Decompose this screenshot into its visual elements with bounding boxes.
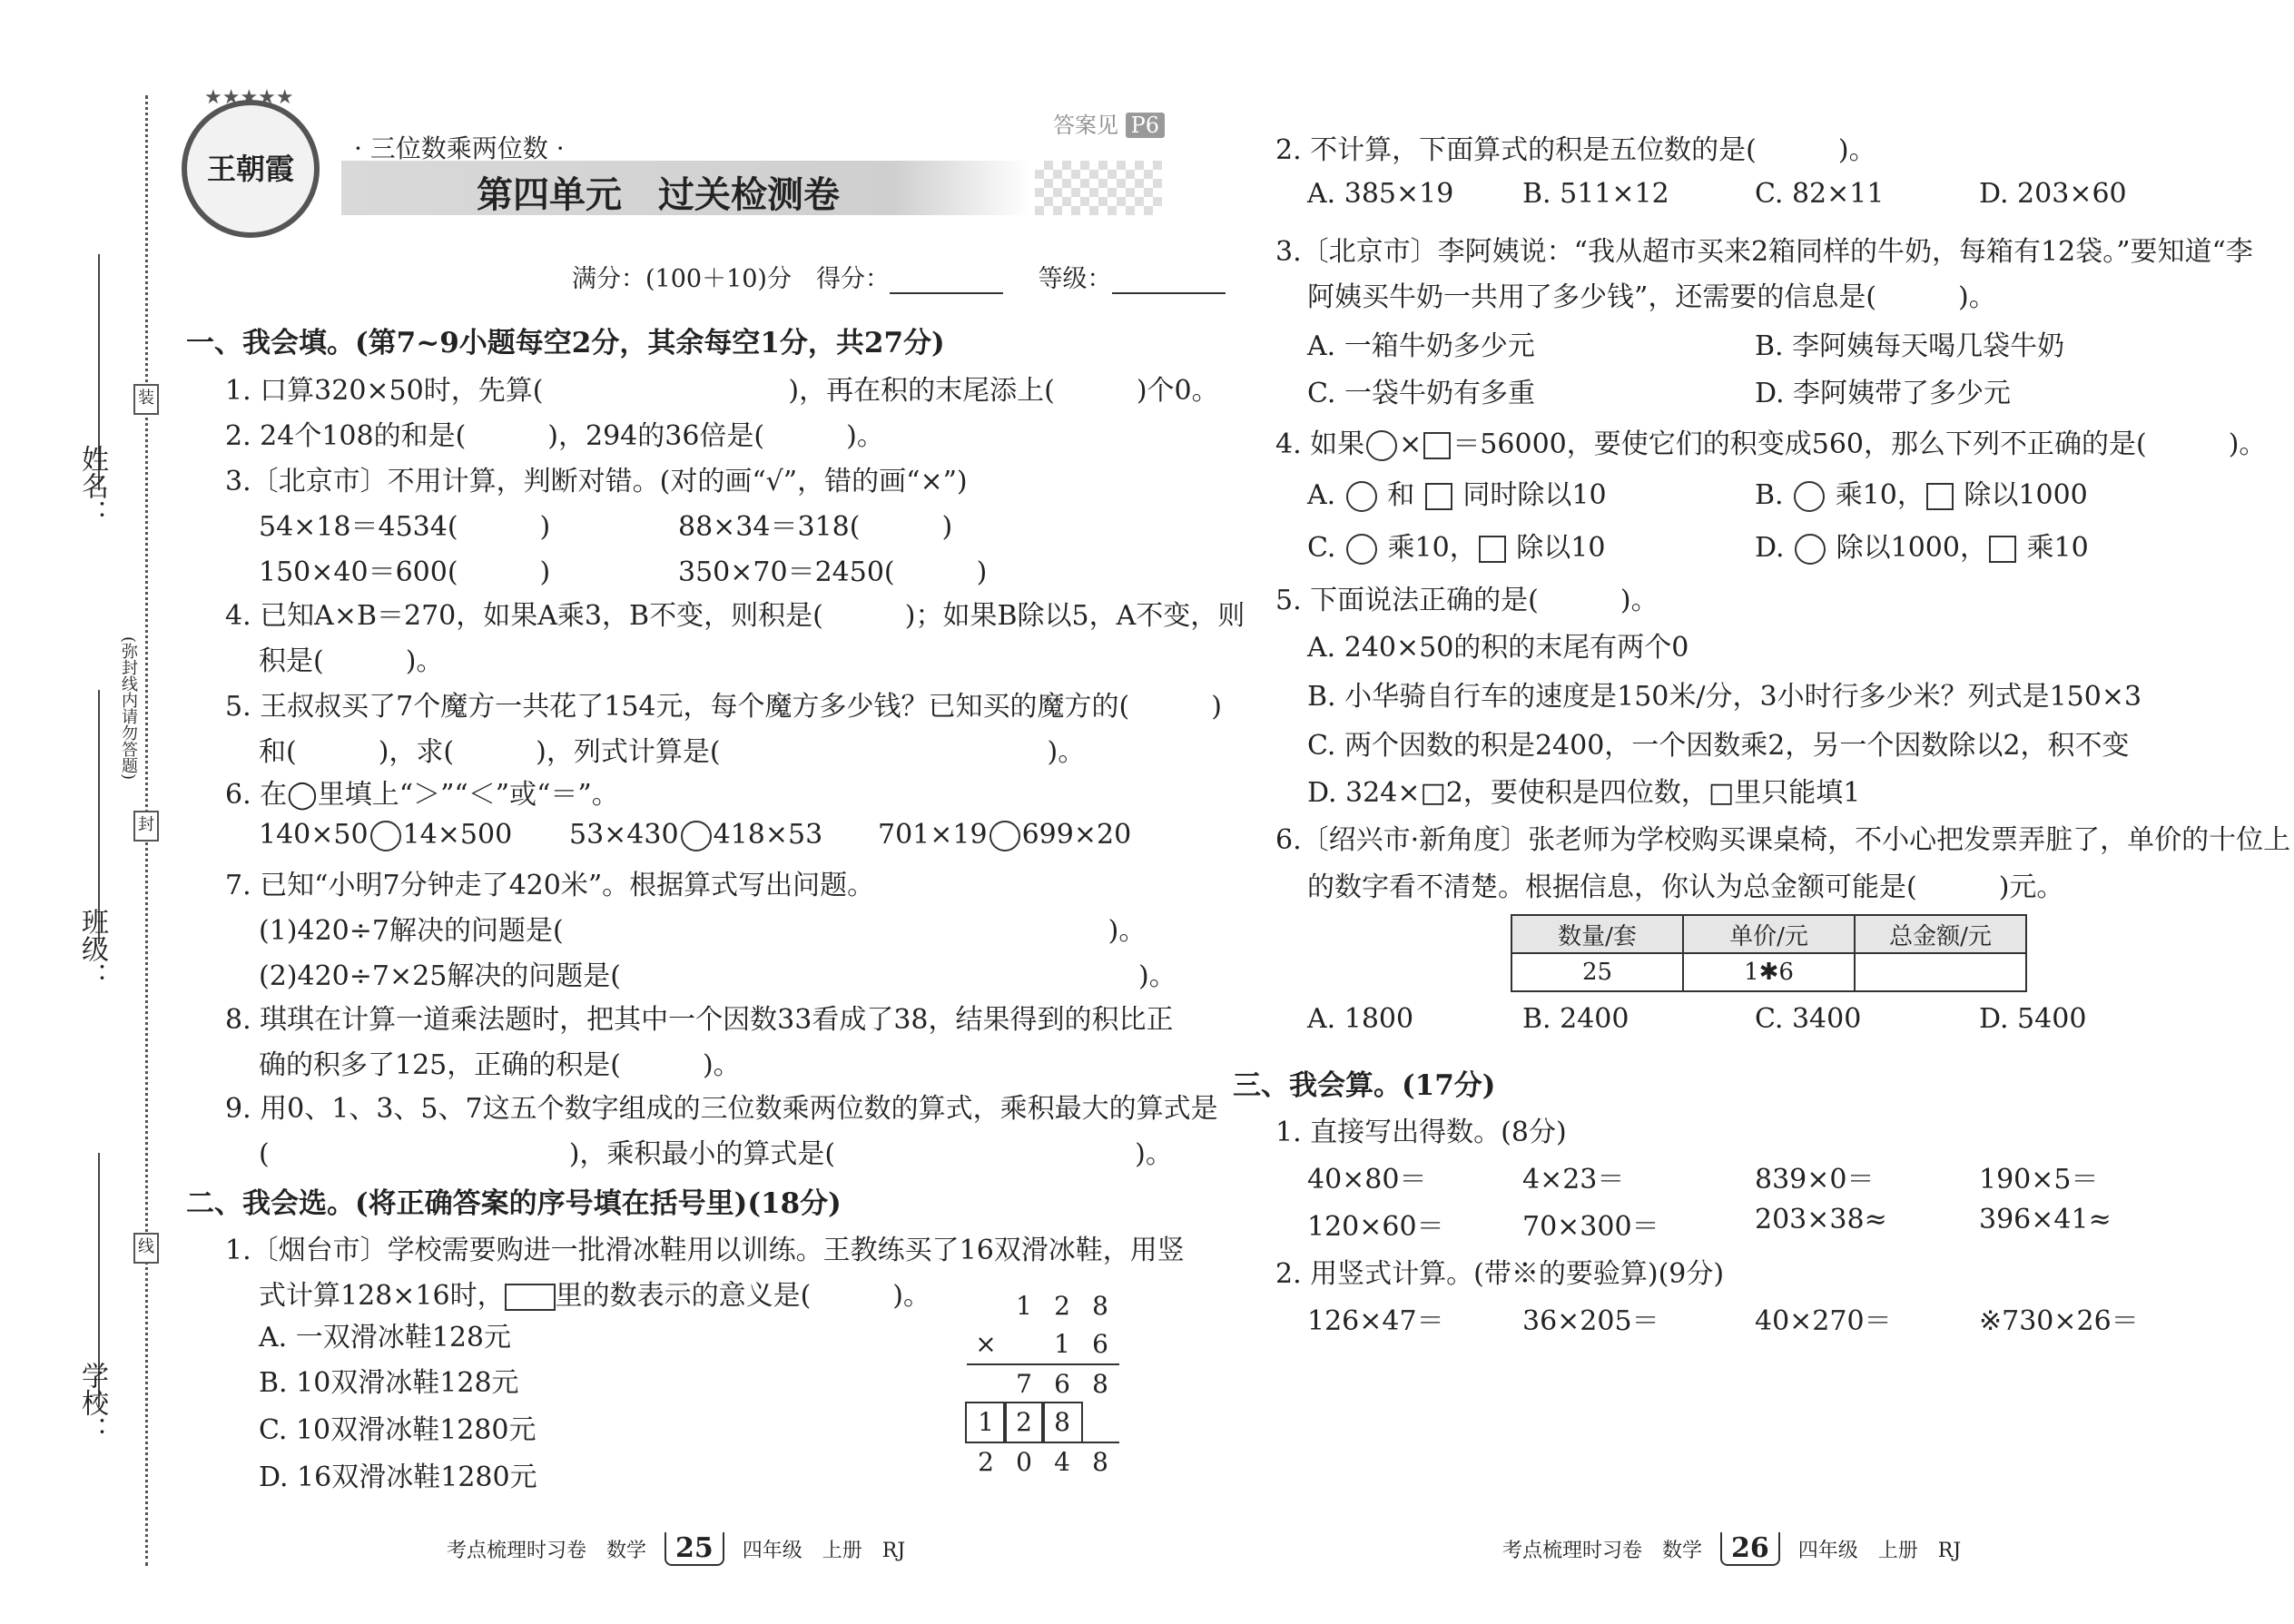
score-blank[interactable] [890,292,1003,294]
c4-option-d: D. 除以1000， 乘10 [1755,532,2089,564]
q7: 7. 已知“小明7分钟走了420米”。根据算式写出问题。 [225,870,875,901]
d1-r2-d: 396×41≈ [1979,1204,2112,1235]
q9-line1: 9. 用0、1、3、5、7这五个数字组成的三位数乘两位数的算式，乘积最大的算式是 [225,1093,1218,1125]
c4-option-a: A. 和 同时除以10 [1307,479,1607,511]
c2-option-c: C. 82×11 [1755,178,1885,210]
q1: 1. 口算320×50时，先算( )，再在积的末尾添上( )个0。 [225,375,1219,407]
grade-label: 等级： [1038,265,1112,293]
d1-r2-a: 120×60＝ [1307,1211,1444,1243]
page-title: 第四单元 过关检测卷 [477,173,840,216]
c6-option-d: D. 5400 [1979,1003,2087,1035]
square-icon [1926,483,1954,510]
seal-mark-mid: 封 [133,811,159,842]
q3b: 88×34＝318( ) [678,511,953,543]
class-label: 班级： [76,908,108,989]
footer-left-grade: 四年级 上册 RJ [742,1540,906,1562]
calc-row-1: 1 2 8 [1016,1291,1108,1321]
c5-option-d: D. 324×□2，要使积是四位数，□里只能填1 [1307,777,1861,809]
table-cell [1855,953,2026,991]
seal-mark-top: 装 [133,384,159,415]
c2-option-d: D. 203×60 [1979,178,2127,210]
d1-r1-a: 40×80＝ [1307,1164,1427,1196]
circle-icon [1346,481,1377,512]
d2-r1-b: 36×205＝ [1522,1305,1659,1337]
c2: 2. 不计算，下面算式的积是五位数的是( )。 [1275,134,1876,166]
circle-icon [1794,481,1825,512]
q7b: (2)420÷7×25解决的问题是( )。 [259,960,1177,992]
q8-line1: 8. 琪琪在计算一道乘法题时，把其中一个因数33看成了38，结果得到的积比正 [225,1004,1174,1036]
c4-pre: 4. 如果 [1275,428,1365,460]
answer-ref [1053,107,1165,139]
score-label: 满分：(100＋10)分 得分： [572,265,890,293]
q7a: (1)420÷7解决的问题是( )。 [259,915,1147,947]
unit-subtitle: · 三位数乘两位数 · [354,133,565,163]
square-icon [1425,483,1452,510]
q6a-left: 140×50 [259,819,369,851]
seal-mark-bottom: 线 [133,1233,159,1264]
c3-option-b: B. 李阿姨每天喝几袋牛奶 [1755,330,2065,362]
c1-text-b: 里的数表示的意义是( )。 [555,1280,930,1312]
d2-r1-a: 126×47＝ [1307,1305,1444,1337]
table-cell: 1✱6 [1683,953,1855,991]
circle-icon [1346,534,1377,565]
compare-circle[interactable] [989,821,1020,851]
q6a-right: 14×500 [402,819,513,851]
circle-icon [1795,534,1826,565]
school-label: 学校： [76,1362,108,1443]
d2-r1-d: ※730×26＝ [1979,1305,2139,1337]
d1-r1-d: 190×5＝ [1979,1164,2099,1196]
c4-post: ＝56000，要使它们的积变成560，那么下列不正确的是( )。 [1452,428,2267,460]
c3-option-a: A. 一箱牛奶多少元 [1307,330,1535,362]
table-header-cell: 总金额/元 [1855,915,2026,953]
page-number-right: 26 [1720,1532,1780,1566]
c3-line1: 3.〔北京市〕李阿姨说：“我从超市买来2箱同样的牛奶，每箱有12袋。”要知道“李 [1275,236,2253,268]
page-number-left: 25 [665,1532,724,1566]
brand-logo-text: 王朝霞 [206,152,294,186]
q8-line2: 确的积多了125，正确的积是( )。 [259,1049,741,1081]
square-icon [1479,536,1506,563]
section-3-title: 三、我会算。(17分) [1233,1069,1496,1102]
c1-line2 [259,1273,930,1313]
circle-icon [1366,430,1397,461]
q5-line2: 和( )，求( )，列式计算是( )。 [259,736,1086,768]
q3a: 54×18＝4534( ) [259,511,551,543]
c1-option-d: D. 16双滑冰鞋1280元 [259,1462,537,1493]
c2-option-a: A. 385×19 [1307,178,1454,210]
footer-right-text: 考点梳理时习卷 数学 [1502,1540,1703,1562]
c6-option-c: C. 3400 [1755,1003,1862,1035]
table-cell: 25 [1511,953,1683,991]
c6-line1: 6.〔绍兴市·新角度〕张老师为学校购买课桌椅，不小心把发票弄脏了，单价的十位上 [1275,824,2291,856]
answer-page-badge: P6 [1126,113,1165,138]
q6: 6. 在◯里填上“＞”“＜”或“＝”。 [225,779,619,811]
invoice-table [1511,914,2027,992]
c1-option-a: A. 一双滑冰鞋128元 [259,1322,511,1353]
footer-right [1502,1532,1961,1566]
calc-row-2: × 1 6 [967,1325,1119,1365]
q6b-right: 418×53 [713,819,823,851]
c1-line1: 1.〔烟台市〕学校需要购进一批滑冰鞋用以训练。王教练买了16双滑冰鞋，用竖 [225,1235,1185,1266]
square-icon [1989,536,2016,563]
d1-r2-b: 70×300＝ [1522,1211,1659,1243]
section-2-title: 二、我会选。(将正确答案的序号填在括号里)(18分) [186,1187,842,1220]
c5-option-b: B. 小华骑自行车的速度是150米/分，3小时行多少米？列式是150×3 [1307,681,2142,713]
q9-line2: ( )，乘积最小的算式是( )。 [259,1138,1173,1170]
d1: 1. 直接写出得数。(8分) [1275,1117,1567,1148]
c6-line2: 的数字看不清楚。根据信息，你认为总金额可能是( )元。 [1307,871,2064,903]
d2: 2. 用竖式计算。(带※的要验算)(9分) [1275,1258,1725,1290]
q6c-right: 699×20 [1021,819,1132,851]
q4-line2: 积是( )。 [259,645,444,677]
grade-blank[interactable] [1112,292,1226,294]
c5: 5. 下面说法正确的是( )。 [1275,585,1659,616]
calc-row-3: 7 6 8 [1016,1369,1108,1399]
q3: 3.〔北京市〕不用计算，判断对错。(对的画“√”，错的画“×”) [225,466,968,497]
q6-compare-1 [259,819,512,851]
name-label: 姓名： [76,445,108,527]
c1-option-b: B. 10双滑冰鞋128元 [259,1367,519,1399]
vertical-calc [967,1287,1119,1481]
table-row [1511,953,2026,991]
q4-line1: 4. 已知A×B＝270，如果A乘3，B不变，则积是( )；如果B除以5，A不变，则 [225,600,1245,632]
calc-row-4: 1 2 8 [967,1403,1119,1443]
c5-option-a: A. 240×50的积的末尾有两个0 [1307,632,1689,664]
calc-row-5: 2 0 4 8 [978,1447,1108,1477]
q6b-left: 53×430 [569,819,679,851]
c6-option-b: B. 2400 [1522,1003,1629,1035]
answer-ref-label: 答案见 [1053,113,1118,138]
q2: 2. 24个108的和是( )，294的36倍是( )。 [225,420,884,452]
square-icon [1423,432,1451,459]
seal-note: (弥封线内请勿答题) [119,635,138,781]
title-bar-pattern [1035,161,1162,215]
c2-option-b: B. 511×12 [1522,178,1669,210]
c3-option-d: D. 李阿姨带了多少元 [1755,378,2012,409]
q5-line1: 5. 王叔叔买了7个魔方一共花了154元，每个魔方多少钱？已知买的魔方的( ) [225,691,1222,723]
score-line [572,259,1226,294]
section-1-title: 一、我会填。(第7~9小题每空2分，其余每空1分，共27分) [186,327,945,359]
d2-r1-c: 40×270＝ [1755,1305,1892,1337]
q6-compare-2 [569,819,822,851]
q3c: 150×40＝600( ) [259,556,551,588]
answer-box-icon [505,1284,556,1311]
c1-text-a: 式计算128×16时， [259,1280,505,1312]
compare-circle[interactable] [681,821,712,851]
c3-option-c: C. 一袋牛奶有多重 [1307,378,1535,409]
c1-option-c: C. 10双滑冰鞋1280元 [259,1414,537,1446]
table-header-cell: 数量/套 [1511,915,1683,953]
q6-compare-3 [878,819,1131,851]
star-icon: ★★★★★ [204,86,294,109]
c5-option-c: C. 两个因数的积是2400，一个因数乘2，另一个因数除以2，积不变 [1307,730,2130,762]
compare-circle[interactable] [370,821,401,851]
q6c-left: 701×19 [878,819,988,851]
c4-option-b: B. 乘10， 除以1000 [1755,479,2088,511]
footer-right-grade: 四年级 上册 RJ [1797,1540,1962,1562]
footer-left [447,1532,905,1566]
brand-logo [182,100,320,238]
table-header-cell: 单价/元 [1683,915,1855,953]
d1-r1-c: 839×0＝ [1755,1164,1875,1196]
binding-line-mid [98,690,100,944]
d1-r1-b: 4×23＝ [1522,1164,1625,1196]
c4: 4. 如果 × ＝56000，要使它们的积变成560，那么下列不正确的是( )。 [1275,428,2267,460]
c4-option-c: C. 乘10， 除以10 [1307,532,1606,564]
q3d: 350×70＝2450( ) [678,556,988,588]
table-header-row [1511,915,2026,953]
d1-r2-c: 203×38≈ [1755,1204,1887,1235]
c6-option-a: A. 1800 [1307,1003,1414,1035]
footer-left-text: 考点梳理时习卷 数学 [447,1540,647,1562]
c3-line2: 阿姨买牛奶一共用了多少钱”，还需要的信息是( )。 [1307,281,1996,313]
